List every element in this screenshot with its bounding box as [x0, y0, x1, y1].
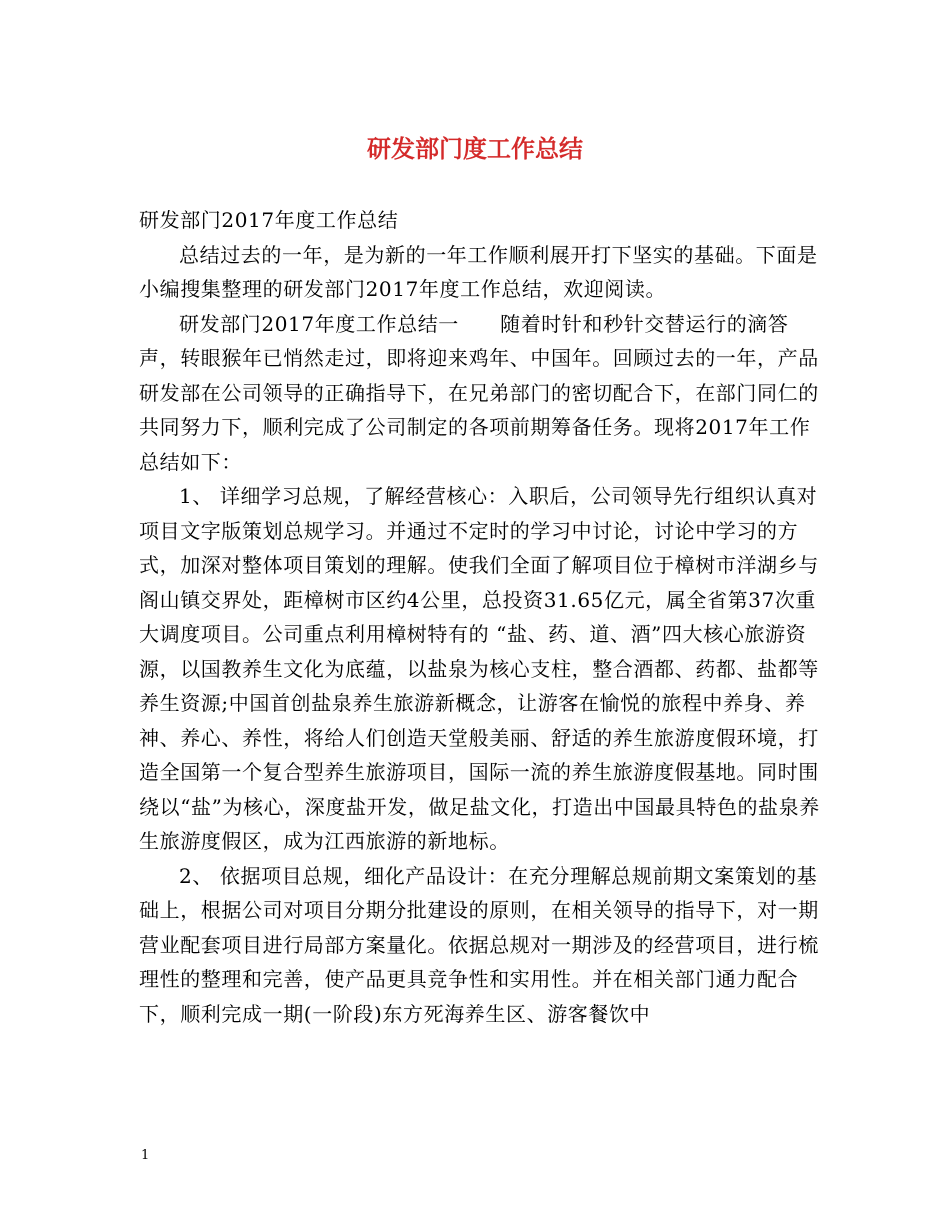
paragraph-item-1: 1、 详细学习总规，了解经营核心：入职后，公司领导先行组织认真对项目文字版策划总规学习。并通过不定时的学习中讨论，讨论中学习的方式，加深对整体项目策划的理解。使我们全面了解项目位于樟树市洋湖乡与阁山镇交界处，距樟树市区约4公里，总投资31.65亿元，属全省第37次重大调度项目。公司重点利用樟树特有的 “盐、药、道、酒”四大核心旅游资源，以国教养生文化为底蕴，以盐泉为核心支柱，整合酒都、药都、盐都等养生资源;中国首创盐泉养生旅游新概念，让游客在愉悦的旅程中养身、养神、养心、养性，将给人们创造天堂般美丽、舒适的养生旅游度假环境，打造全国第一个复合型养生旅游项目，国际一流的养生旅游度假基地。同时围绕以“盐”为核心，深度盐开发，做足盐文化，打造出中国最具特色的盐泉养生旅游度假区，成为江西旅游的新地标。 — [139, 484, 820, 853]
paragraph-intro: 总结过去的一年，是为新的一年工作顺利展开打下坚实的基础。下面是小编搜集整理的研发部门2017年度工作总结，欢迎阅读。 — [139, 242, 818, 301]
subtitle: 研发部门2017年度工作总结 — [139, 208, 399, 232]
paragraph-item-2: 2、 依据项目总规，细化产品设计：在充分理解总规前期文案策划的基础上，根据公司对项目分期分批建设的原则，在相关领导的指导下，对一期营业配套项目进行局部方案量化。依据总规对一期涉及的经营项目，进行梳理性的整理和完善，使产品更具竞争性和实用性。并在相关部门通力配合下，顺利完成一期(一阶段)东方死海养生区、游客餐饮中 — [139, 863, 819, 1026]
page-number: 1 — [141, 1148, 150, 1163]
paragraph-summary-one: 研发部门2017年度工作总结一 随着时针和秒针交替运行的滴答声，转眼猴年已悄然走过，即将迎来鸡年、中国年。回顾过去的一年，产品研发部在公司领导的正确指导下，在兄弟部门的密切配合下，在部门同仁的共同努力下，顺利完成了公司制定的各项前期筹备任务。现将2017年工作总结如下： — [139, 311, 819, 474]
page-title: 研发部门度工作总结 — [367, 134, 583, 163]
document-body — [139, 203, 829, 1031]
